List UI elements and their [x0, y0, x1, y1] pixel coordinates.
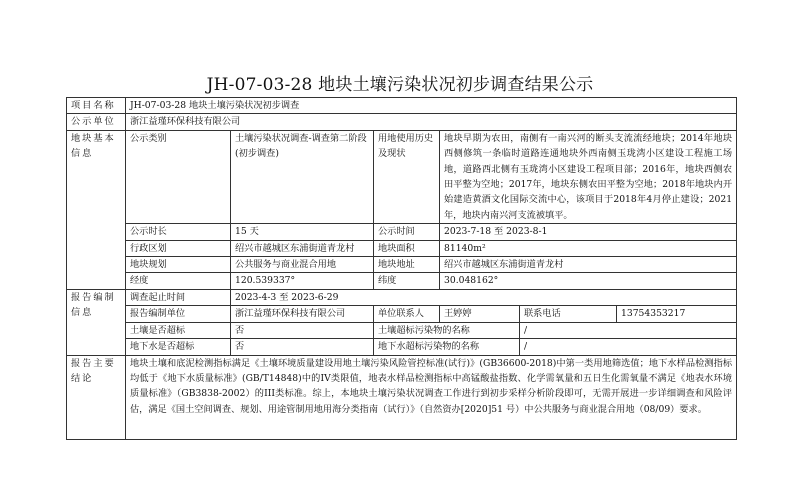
report-info-label: 报告编制信息 — [67, 289, 126, 355]
contact-value: 王婷婷 — [440, 306, 520, 322]
period-value: 2023-4-3 至 2023-6-29 — [231, 289, 737, 305]
water-pollutant-label: 地下水超标污染物的名称 — [374, 339, 520, 355]
row-conclusion — [67, 355, 737, 439]
lon-label: 经度 — [126, 273, 231, 289]
row-soil — [67, 322, 737, 338]
area-label: 地块面积 — [374, 240, 440, 256]
time-value: 2023-7-18 至 2023-8-1 — [440, 224, 737, 240]
phone-label: 联系电话 — [520, 306, 617, 322]
category-label: 公示类别 — [126, 130, 231, 223]
publisher-label: 公示单位 — [67, 114, 126, 130]
duration-value: 15 天 — [231, 224, 374, 240]
district-value: 绍兴市越城区东浦街道青龙村 — [231, 240, 374, 256]
water-label: 地下水是否超标 — [126, 339, 231, 355]
plan-label: 地块规划 — [126, 257, 231, 273]
address-value: 绍兴市越城区东浦街道青龙村 — [440, 257, 737, 273]
area-value: 81140m² — [440, 240, 737, 256]
water-pollutant-value: / — [520, 339, 737, 355]
basic-info-label: 地块基本信息 — [67, 130, 126, 289]
soil-pollutant-value: / — [520, 322, 737, 338]
conclusion-text: 地块土壤和底泥检测指标满足《土壤环境质量建设用地土壤污染风险管控标准(试行)》(GB36600-2018)中第一类用地筛选值；地下水样品检测指标均低于《地下水质量标准》(GB/T14848)中的IV类限值，地表水样品检测指标中高锰酸盐指数、化学需氧量和五日生化需氧量不满足《地表水环境质量标准》（GB3838-2002）的III类标准。综上，本地块土壤污染状况调查工作进行到初步采样分析阶段即可，无需开展进一步详细调查和风险评估，满足《国土空间调查、规划、用途管制用地用海分类指南（试行）》（自然资办[2020]51 号）中公共服务与商业混合用地（08/09）要求。 — [126, 355, 737, 439]
row-plan — [67, 257, 737, 273]
row-water — [67, 339, 737, 355]
category-value: 土壤污染状况调查-调查第二阶段(初步调查) — [231, 130, 374, 223]
conclusion-label: 报告主要结论 — [67, 355, 126, 439]
row-period — [67, 289, 737, 305]
page-title: JH-07-03-28 地块土壤污染状况初步调查结果公示 — [206, 75, 594, 95]
water-value: 否 — [231, 339, 374, 355]
history-label: 用地使用历史及现状 — [374, 130, 440, 223]
project-value: JH-07-03-28 地块土壤污染状况初步调查 — [126, 98, 737, 114]
unit-value: 浙江益瑾环保科技有限公司 — [231, 306, 374, 322]
row-duration — [67, 224, 737, 240]
plan-value: 公共服务与商业混合用地 — [231, 257, 374, 273]
disclosure-table — [66, 97, 737, 440]
soil-pollutant-label: 土壤超标污染物的名称 — [374, 322, 520, 338]
contact-label: 单位联系人 — [374, 306, 440, 322]
unit-label: 报告编制单位 — [126, 306, 231, 322]
project-label: 项目名称 — [67, 98, 126, 114]
row-coordinates — [67, 273, 737, 289]
address-label: 地块地址 — [374, 257, 440, 273]
row-unit — [67, 306, 737, 322]
row-publisher — [67, 114, 737, 130]
duration-label: 公示时长 — [126, 224, 231, 240]
row-project — [67, 98, 737, 114]
lat-label: 纬度 — [374, 273, 440, 289]
history-value: 地块早期为农田，南侧有一南兴河的断头支流流经地块；2014年地块西侧修筑一条临时道路连通地块外西南侧玉珑湾小区建设工程施工场地，道路西北侧有玉珑湾小区建设工程项目部；2016年，地块西侧农田平整为空地；2017年，地块东侧农田平整为空地；2018年地块内开始建造黄酒文化国际交流中心，该项目于2018年4月停止建设；2021年，地块内南兴河支流被填平。 — [440, 130, 737, 223]
publisher-value: 浙江益瑾环保科技有限公司 — [126, 114, 737, 130]
row-category — [67, 130, 737, 223]
time-label: 公示时间 — [374, 224, 440, 240]
soil-label: 土壤是否超标 — [126, 322, 231, 338]
lon-value: 120.539337° — [231, 273, 374, 289]
lat-value: 30.048162° — [440, 273, 737, 289]
district-label: 行政区划 — [126, 240, 231, 256]
soil-value: 否 — [231, 322, 374, 338]
phone-value: 13754353217 — [617, 306, 737, 322]
period-label: 调查起止时间 — [126, 289, 231, 305]
row-district — [67, 240, 737, 256]
